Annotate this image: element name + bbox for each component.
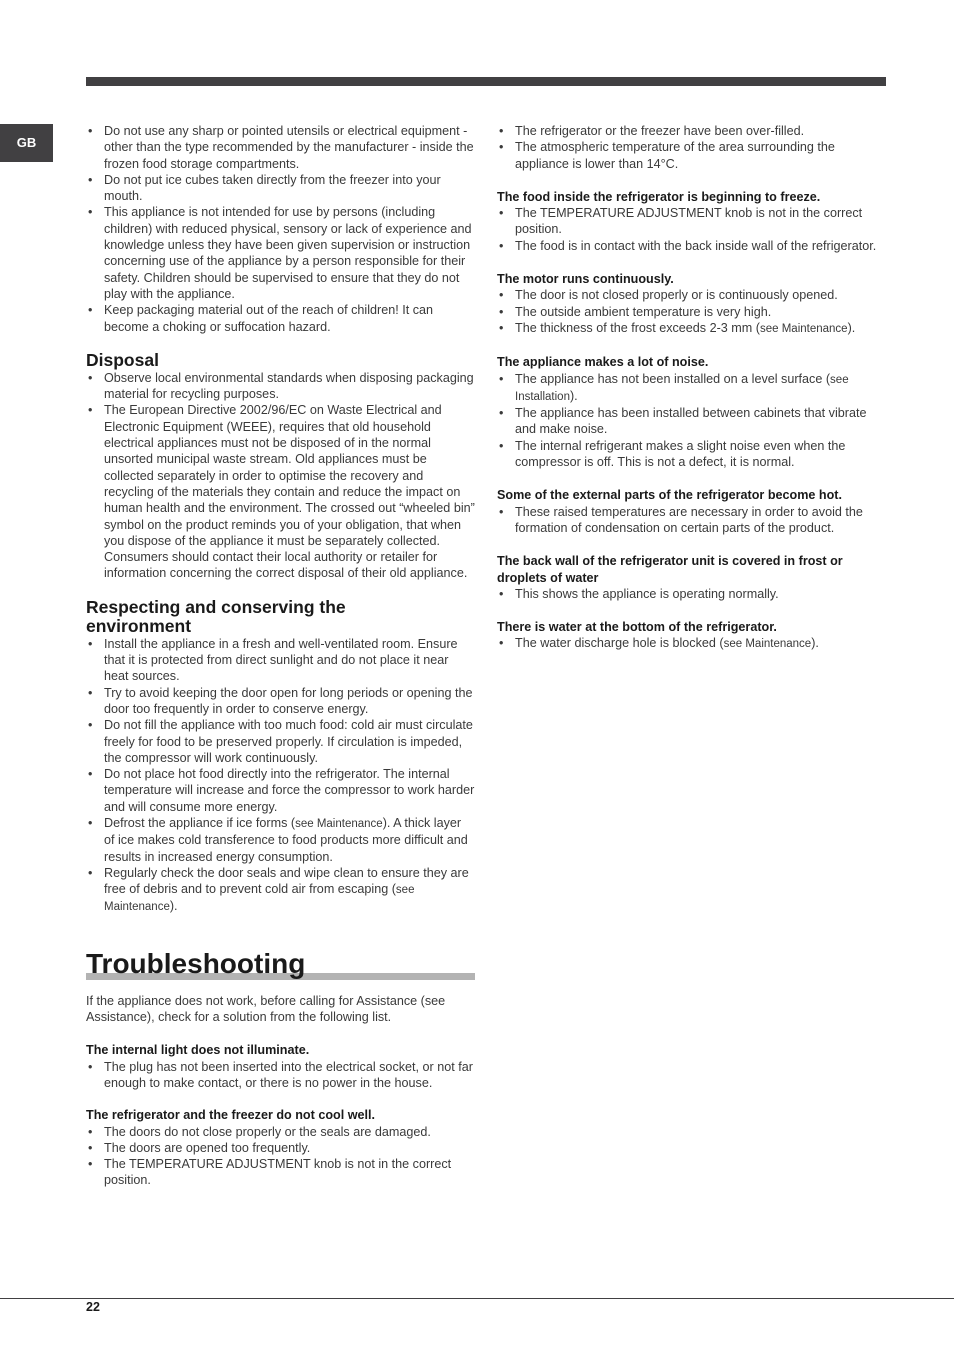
problem-title: Some of the external parts of the refrigerator become hot. — [497, 488, 842, 503]
problem-list — [497, 287, 889, 337]
environment-heading: Respecting and conserving the environment — [86, 596, 346, 636]
list-item: • Try to avoid keeping the door open for long periods or opening the door too frequently in order to conserve energy. — [86, 685, 475, 718]
problem-title: The motor runs continuously. — [497, 272, 674, 287]
list-item: • Observe local environmental standards when disposing packaging material for recycling purposes. — [86, 370, 475, 403]
list-item: • The door is not closed properly or is continuously opened. — [497, 287, 889, 303]
problem-title: The refrigerator and the freezer do not cool well. — [86, 1108, 376, 1123]
maintenance-reference: see Maintenance — [759, 322, 848, 335]
left-column — [86, 123, 475, 1189]
troubleshooting-title: Troubleshooting — [86, 947, 306, 979]
item-text: The water discharge hole is blocked ( — [515, 636, 724, 651]
problem-title: There is water at the bottom of the refrigerator. — [497, 620, 777, 635]
list-item — [497, 635, 889, 652]
item-text: The thickness of the frost exceeds 2-3 mm ( — [515, 320, 760, 335]
list-item — [497, 320, 889, 337]
item-text: Defrost the appliance if ice forms ( — [104, 815, 296, 830]
list-item — [86, 815, 475, 865]
item-text: ). — [811, 636, 819, 651]
disposal-list — [86, 370, 475, 582]
list-item: • The refrigerator or the freezer have been over-filled. — [497, 123, 889, 139]
item-text: ). — [169, 899, 178, 914]
list-item: • Keep packaging material out of the reach of children! It can become a choking or suffocation hazard. — [86, 302, 475, 335]
problem-list — [497, 205, 889, 254]
list-item: • The food is in contact with the back inside wall of the refrigerator. — [497, 238, 889, 254]
problem-title: The internal light does not illuminate. — [86, 1043, 310, 1058]
problem-list — [86, 1124, 475, 1189]
problem-title: The back wall of the refrigerator unit is covered in frost or droplets of water — [497, 554, 843, 585]
list-item: • Do not use any sharp or pointed utensils or electrical equipment - other than the type recommended by the manufacturer - inside the frozen food storage compartments. — [86, 123, 475, 172]
item-text: Regularly check the door seals and wipe clean to ensure they are free of debris and to prevent cold air from escaping ( — [104, 865, 469, 897]
disposal-heading: Disposal — [86, 349, 159, 370]
problem-title: The appliance makes a lot of noise. — [497, 355, 709, 370]
list-item: • The atmospheric temperature of the area surrounding the appliance is lower than 14°C. — [497, 139, 889, 172]
list-item: • The European Directive 2002/96/EC on Waste Electrical and Electronic Equipment (WEEE), requires that old household electrical appliances must not be disposed of in the normal unsorted municipal waste stream. Old appliances must be collected separately in order to optimise the recovery and recycling of the materials they contain and reduce the impact on human health and the environment. The crossed out “wheeled bin” symbol on the product reminds you of your obligation, that when you dispose of the appliance it must be separately collected. Consumers should contact their local authority or retailer for information concerning the correct disposal of their old appliance. — [86, 402, 475, 581]
maintenance-reference: see Maintenance — [104, 884, 415, 914]
list-item: • The outside ambient temperature is very high. — [497, 304, 889, 320]
safety-list — [86, 123, 475, 335]
list-item: • The appliance has been installed between cabinets that vibrate and make noise. — [497, 405, 889, 438]
list-item: • Do not fill the appliance with too much food: cold air must circulate freely for food to be preserved properly. If circulation is impeded, the compressor will work continuously. — [86, 717, 475, 766]
problem-list — [497, 123, 889, 172]
right-column — [497, 123, 889, 653]
header-bar — [86, 77, 886, 86]
troubleshooting-heading — [86, 944, 475, 980]
maintenance-reference: see Maintenance — [295, 817, 383, 830]
problem-list — [497, 371, 889, 471]
footer-divider — [0, 1298, 954, 1299]
problem-list — [497, 504, 889, 537]
list-item: • This appliance is not intended for use by persons (including children) with reduced physical, sensory or lack of experience and knowledge unless they have been given supervision or instruction concerning use of the appliance by a person responsible for their safety. Children should be supervised to ensure that they do not play with the appliance. — [86, 204, 475, 302]
problem-list — [497, 586, 889, 602]
environment-list — [86, 636, 475, 916]
list-item: • The TEMPERATURE ADJUSTMENT knob is not in the correct position. — [86, 1156, 475, 1189]
page-number: 22 — [86, 1300, 100, 1314]
item-text: ). — [847, 320, 856, 335]
item-text: ). A thick layer of ice makes cold transference to food products more difficult and results in increased energy consumption. — [104, 815, 468, 864]
list-item: • The doors do not close properly or the seals are damaged. — [86, 1124, 475, 1140]
list-item: • Install the appliance in a fresh and well-ventilated room. Ensure that it is protected from direct sunlight and do not place it near heat sources. — [86, 636, 475, 685]
list-item: • This shows the appliance is operating normally. — [497, 586, 889, 602]
item-text: The appliance has not been installed on a level surface ( — [515, 371, 831, 386]
installation-reference: see Installation — [515, 373, 849, 403]
maintenance-reference: see Maintenance — [723, 638, 812, 651]
list-item: • The internal refrigerant makes a slight noise even when the compressor is off. This is not a defect, it is normal. — [497, 438, 889, 471]
list-item: • The plug has not been inserted into the electrical socket, or not far enough to make contact, or there is no power in the house. — [86, 1059, 475, 1092]
problem-list — [86, 1059, 475, 1092]
problem-title: The food inside the refrigerator is beginning to freeze. — [497, 189, 821, 204]
list-item — [86, 865, 475, 916]
list-item: • Do not place hot food directly into the refrigerator. The internal temperature will increase and force the compressor to work harder and will consume more energy. — [86, 766, 475, 815]
language-tab: GB — [0, 124, 53, 162]
list-item: • These raised temperatures are necessary in order to avoid the formation of condensation on certain parts of the product. — [497, 504, 889, 537]
item-text: ). — [569, 388, 578, 403]
troubleshooting-intro: If the appliance does not work, before calling for Assistance (see Assistance), check for a solution from the following list. — [86, 993, 446, 1025]
list-item: • Do not put ice cubes taken directly from the freezer into your mouth. — [86, 172, 475, 205]
problem-list — [497, 635, 889, 652]
list-item: • The doors are opened too frequently. — [86, 1140, 475, 1156]
list-item — [497, 371, 889, 406]
list-item: • The TEMPERATURE ADJUSTMENT knob is not in the correct position. — [497, 205, 889, 238]
